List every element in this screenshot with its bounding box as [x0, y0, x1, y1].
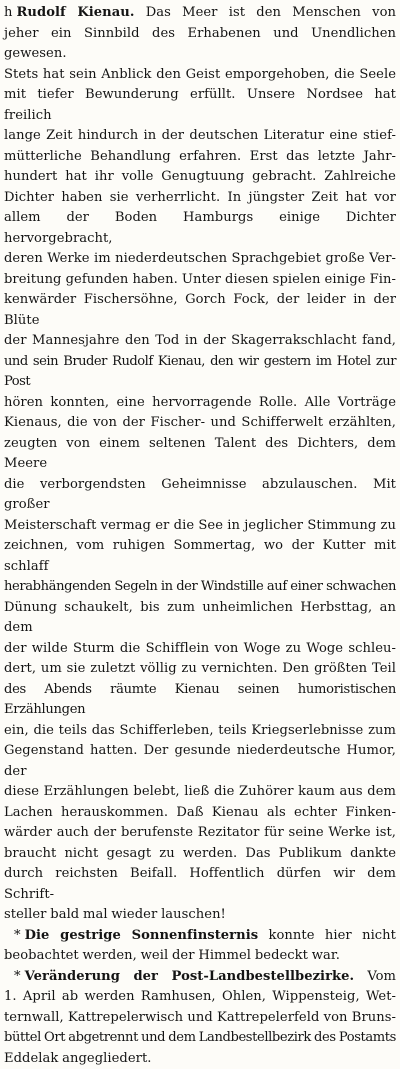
article-line: zeugten von einem seltenen Talent des Dichters, dem Meere: [4, 434, 396, 475]
article-line: breitung gefunden haben. Unter diesen spielen einige Fin-: [4, 270, 396, 291]
article-line: zeichnen, vom ruhigen Sommertag, wo der Kutter mit schlaff: [4, 536, 396, 577]
article-line: wärder auch der berufenste Rezitator für seine Werke ist,: [4, 823, 396, 844]
article-last-line: steller bald mal wieder lauschen!: [4, 905, 396, 926]
article-line: Meisterschaft vermag er die See in jeglicher Stimmung zu: [4, 516, 396, 537]
article-line: durch reichsten Beifall. Hoffentlich dürfen wir dem Schrift-: [4, 864, 396, 905]
article-line: mit tiefer Bewunderung erfüllt. Unsere Nordsee hat freilich: [4, 85, 396, 126]
article-line: braucht nicht gesagt zu werden. Das Publikum dankte: [4, 844, 396, 865]
article-title: Rudolf Kienau.: [16, 5, 134, 20]
notice-line: 1. April ab werden Ramhusen, Ohlen, Wippensteig, Wet-: [4, 987, 396, 1008]
article-line: ein, die teils das Schifferleben, teils Kriegserlebnisse zum: [4, 721, 396, 742]
article-line: Stets hat sein Anblick den Geist emporgehoben, die Seele: [4, 65, 396, 86]
notice-first-line: [4, 967, 396, 988]
notice-title: Veränderung der Post-Landbestellbezirke.: [25, 969, 355, 984]
notice-first-line-text: Vom: [367, 969, 396, 984]
article-line: des Abends räumte Kienau seinen humoristischen Erzählungen: [4, 680, 396, 721]
article-line: kenwärder Fischersöhne, Gorch Fock, der leider in der Blüte: [4, 290, 396, 331]
article-line: Lachen herauskommen. Daß Kienau als echter Finken-: [4, 803, 396, 824]
article-line: mütterliche Behandlung erfahren. Erst das letzte Jahr-: [4, 147, 396, 168]
notice-first-line-text: konnte hier nicht: [269, 928, 396, 943]
article-line: deren Werke im niederdeutschen Sprachgebiet große Ver-: [4, 249, 396, 270]
article-line: Gegenstand hatten. Der gesunde niederdeutsche Humor, der: [4, 741, 396, 782]
article-line: dert, um sie zuletzt völlig zu vernichten. Den größten Teil: [4, 659, 396, 680]
article-line: jeher ein Sinnbild des Erhabenen und Unendlichen gewesen.: [4, 24, 396, 65]
notice-solar-eclipse: [4, 926, 396, 967]
article-first-line: [4, 3, 396, 24]
notice-marker: *: [14, 969, 21, 984]
article-line: und sein Bruder Rudolf Kienau, den wir gestern im Hotel zur Post: [4, 352, 396, 393]
notice-line: büttel Ort abgetrennt und dem Landbestellbezirk des Postamts: [4, 1028, 396, 1049]
article-line: lange Zeit hindurch in der deutschen Literatur eine stief-: [4, 126, 396, 147]
notice-last-line: Eddelak angegliedert.: [4, 1049, 396, 1069]
article-marker: h: [4, 5, 12, 20]
article-line: Dichter haben sie verherrlicht. In jüngster Zeit hat vor: [4, 188, 396, 209]
notice-postal-districts: [4, 967, 396, 1069]
article-line: hundert hat ihr volle Genugtuung gebracht. Zahlreiche: [4, 167, 396, 188]
article-line: hören konnten, eine hervorragende Rolle. Alle Vorträge: [4, 393, 396, 414]
article-rudolf-kienau: [4, 3, 396, 926]
article-line: herabhängenden Segeln in der Windstille auf einer schwachen: [4, 577, 396, 598]
article-line: Dünung schaukelt, bis zum unheimlichen Herbsttag, an dem: [4, 598, 396, 639]
article-first-line-text: Das Meer ist den Menschen von: [146, 5, 396, 20]
notice-marker: *: [14, 928, 21, 943]
article-line: die verborgendsten Geheimnisse abzulauschen. Mit großer: [4, 475, 396, 516]
notice-line: ternwall, Kattrepelerwisch und Kattrepelerfeld von Bruns-: [4, 1008, 396, 1029]
article-line: diese Erzählungen belebt, ließ die Zuhörer kaum aus dem: [4, 782, 396, 803]
notice-title: Die gestrige Sonnenfinsternis: [25, 928, 259, 943]
article-line: allem der Boden Hamburgs einige Dichter hervorgebracht,: [4, 208, 396, 249]
article-line: Kienaus, die von der Fischer- und Schifferwelt erzählten,: [4, 413, 396, 434]
notice-last-line: beobachtet werden, weil der Himmel bedeckt war.: [4, 946, 396, 967]
article-line: der wilde Sturm die Schifflein von Woge zu Woge schleu-: [4, 639, 396, 660]
notice-first-line: [4, 926, 396, 947]
article-line: der Mannesjahre den Tod in der Skagerrakschlacht fand,: [4, 331, 396, 352]
